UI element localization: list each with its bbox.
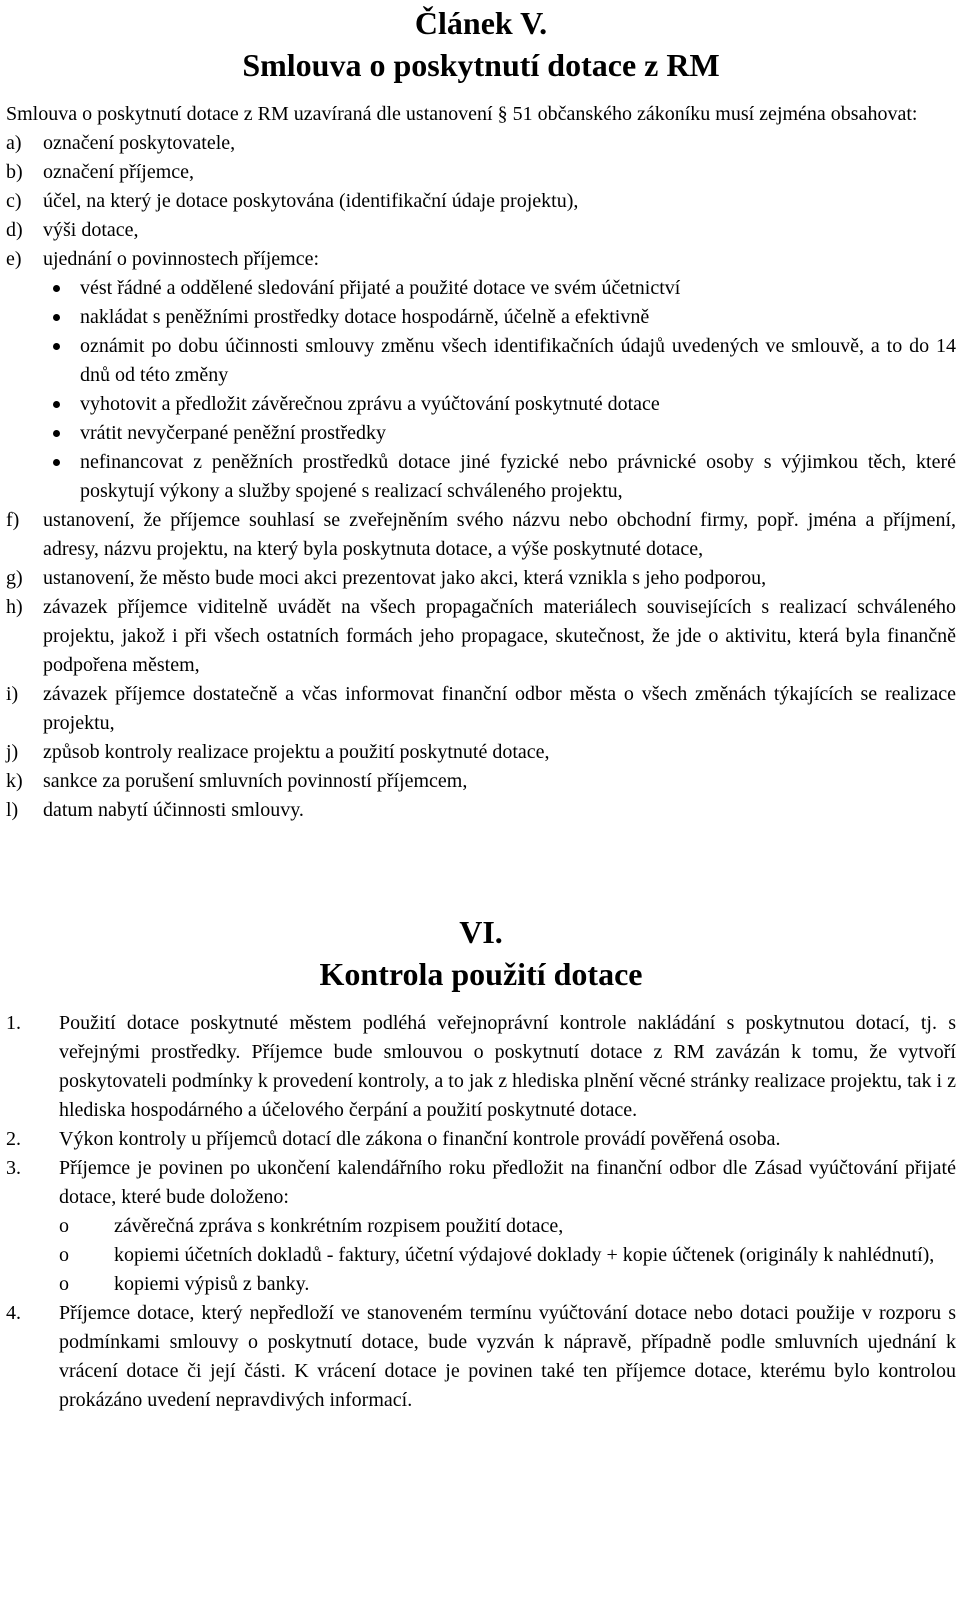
list-item: d) výši dotace, [6, 219, 139, 241]
bullet-icon [53, 343, 60, 350]
obligations-bullet-list [6, 274, 956, 506]
list-item: f) ustanovení, že příjemce souhlasí se zveřejněním svého názvu nebo obchodní firmy, popř. jména a příjmení, adresy, názvu projektu, na který byla poskytnuta dotace, a výše poskytnuté dotace, [6, 509, 956, 560]
sub-list-item: o závěrečná zpráva s konkrétním rozpisem použití dotace, [59, 1215, 564, 1237]
list-item: i) závazek příjemce dostatečně a včas informovat finanční odbor města o všech změnách týkajících se realizace projektu, [6, 683, 956, 734]
bullet-icon [53, 314, 60, 321]
list-item: j) způsob kontroly realizace projektu a použití poskytnuté dotace, [6, 741, 550, 763]
bullet-icon [53, 401, 60, 408]
numbered-item: 1. Použití dotace poskytnuté městem podléhá veřejnoprávní kontrole nakládání s poskytnutou dotací, tj. s veřejnými prostředky. Příjemce bude smlouvou o poskytnutí dotace z RM zavázán k tomu, že vytvoří poskytovateli podmínky k provedení kontroly, a to jak z hlediska plnění věcné stránky realizace projektu, tak i z hlediska hospodárného a účelového čerpání a použití poskytnuté dotace. [6, 1012, 956, 1121]
bullet-item: vyhotovit a předložit závěrečnou zprávu a vyúčtování poskytnuté dotace [6, 390, 956, 419]
list-item: k) sankce za porušení smluvních povinností příjemcem, [6, 770, 468, 792]
bullet-icon [53, 285, 60, 292]
list-item: c) účel, na který je dotace poskytována (identifikační údaje projektu), [6, 190, 579, 212]
contract-items-list [6, 129, 956, 274]
list-item: a) označení poskytovatele, [6, 132, 236, 154]
contract-items-list-continued [6, 506, 956, 825]
bullet-icon [53, 430, 60, 437]
bullet-item: vést řádné a oddělené sledování přijaté a použité dotace ve svém účetnictví [6, 274, 956, 303]
article-6-heading: VI. [459, 914, 503, 950]
sub-list-item: o kopiemi výpisů z banky. [59, 1273, 310, 1295]
article-6-title: Kontrola použití dotace [319, 956, 643, 992]
bullet-item: nefinancovat z peněžních prostředků dotace jiné fyzické nebo právnické osoby s výjimkou těch, které poskytují výkony a služby spojené s realizací schváleného projektu, [6, 448, 956, 506]
list-item: b) označení příjemce, [6, 161, 195, 183]
article-5-title: Smlouva o poskytnutí dotace z RM [242, 47, 720, 83]
list-item: g) ustanovení, že město bude moci akci prezentovat jako akci, která vznikla s jeho podporou, [6, 567, 767, 589]
bullet-item: vrátit nevyčerpané peněžní prostředky [6, 419, 956, 448]
article-5-intro: Smlouva o poskytnutí dotace z RM uzavíraná dle ustanovení § 51 občanského zákoníku musí zejména obsahovat: [6, 103, 918, 125]
article-5-heading: Článek V. [414, 5, 548, 41]
sub-list-item: o kopiemi účetních dokladů - faktury, účetní výdajové doklady + kopie účtenek (originály k nahlédnutí), [59, 1244, 935, 1266]
bullet-item: oznámit po dobu účinnosti smlouvy změnu všech identifikačních údajů uvedených ve smlouvě, a to do 14 dnů od této změny [6, 332, 956, 390]
numbered-item: 2. Výkon kontroly u příjemců dotací dle zákona o finanční kontrole provádí pověřená osoba. [6, 1128, 781, 1150]
document-page [6, 0, 956, 1415]
bullet-item: nakládat s peněžními prostředky dotace hospodárně, účelně a efektivně [6, 303, 956, 332]
list-item: l) datum nabytí účinnosti smlouvy. [6, 799, 304, 821]
list-item: h) závazek příjemce viditelně uvádět na všech propagačních materiálech souvisejících s realizací schváleného projektu, jakož i při všech ostatních formách jeho propagace, skutečnost, že jde o aktivitu, která byla finančně podpořena městem, [6, 596, 956, 676]
control-points-list [6, 1009, 956, 1415]
numbered-item: 4. Příjemce dotace, který nepředloží ve stanoveném termínu vyúčtování dotace nebo dotaci použije v rozporu s podmínkami smlouvy o poskytnutí dotace, bude vyzván k nápravě, případně podle smluvních ujednání k vrácení dotace či její části. K vrácení dotace je povinen také ten příjemce dotace, kterému bylo kontrolou prokázáno uvedení nepravdivých informací. [6, 1302, 956, 1411]
list-item: e) ujednání o povinnostech příjemce: [6, 248, 320, 270]
numbered-item: 3. Příjemce je povinen po ukončení kalendářního roku předložit na finanční odbor dle Zásad vyúčtování přijaté dotace, které bude doloženo: [6, 1157, 956, 1208]
bullet-icon [53, 459, 60, 466]
